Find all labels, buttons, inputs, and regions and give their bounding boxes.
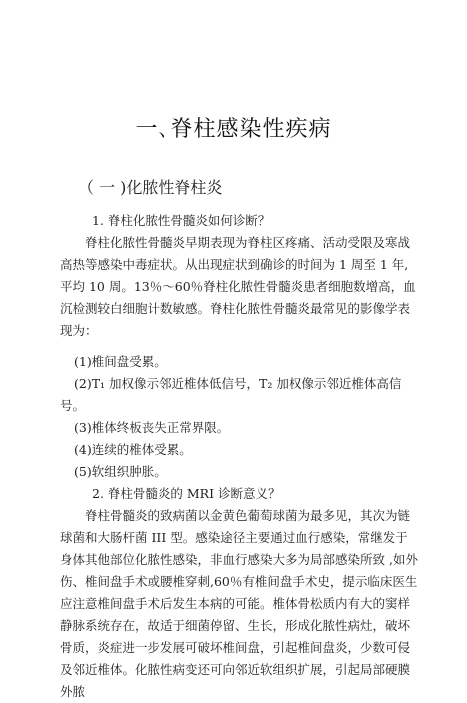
list-item-4: (4)连续的椎体受累。: [74, 442, 192, 457]
section-heading: （ 一 )化脓性脊柱炎: [78, 178, 223, 197]
list-item-5: (5)软组织肿胀。: [74, 464, 167, 479]
question-2: 2. 脊柱骨髓炎的 MRI 诊断意义？: [92, 486, 281, 501]
list-item-2: (2)T₁ 加权像示邻近椎体低信号，T₂ 加权像示邻近椎体高信号。: [60, 376, 402, 413]
question-2-answer: 脊柱骨髓炎的致病菌以金黄色葡萄球菌为最多见，其次为链球菌和大肠杆菌 III 型。感染途径主要通过血行感染，常继发于身体其他部位化脓性感染，非血行感染大多为局部感染所致 ,如外伤、椎间盘手术或腰椎穿刺,60％有椎间盘手术史，提示临床医生应注意椎间盘手术后发生本病的可能。椎体骨松质内有大的窦样静脉系统存在，故适于细菌停留、生长，形成化脓性病灶，破坏骨质，炎症进一步发展可破坏椎间盘，引起椎间盘炎，少数可侵及邻近椎体。化脓性病变还可向邻近软组织扩展，引起局部硬膜外脓: [60, 508, 418, 699]
question-1-answer: 脊柱化脓性骨髓炎早期表现为脊柱区疼痛、活动受限及寒战高热等感染中毒症状。从出现症状到确诊的时间为 1 周至 1 年,平均 10 周。13％～60％脊柱化脓性骨髓炎患者细胞数增高，血沉检测较白细胞计数敏感。脊柱化脓性骨髓炎最常见的影像学表现为：: [60, 235, 416, 338]
list-item-3: (3)椎体终板丧失正常界限。: [74, 420, 230, 435]
list-item-1: (1)椎间盘受累。: [74, 354, 167, 369]
chapter-title: 一､脊柱感染性疾病: [135, 117, 332, 142]
question-1: 1. 脊柱化脓性骨髓炎如何诊断？: [92, 213, 271, 228]
